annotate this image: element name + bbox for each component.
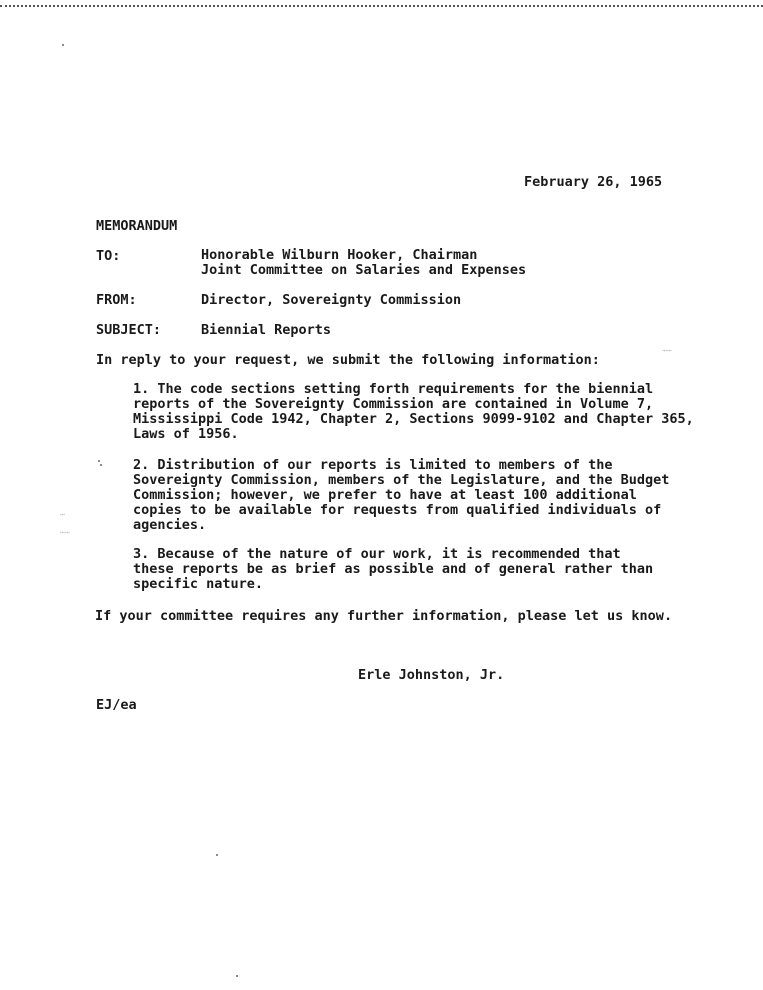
signature: Erle Johnston, Jr. [358,667,505,683]
item-line: Commission; however, we prefer to have at least 100 additional [133,487,637,503]
scan-speck [100,464,102,466]
item-line: 1. The code sections setting forth requirements for the biennial [133,381,654,397]
scan-speck [216,854,218,856]
item-line: specific nature. [133,576,264,592]
to-recipient [201,248,526,278]
item-line: Mississippi Code 1942, Chapter 2, Sections 9099-9102 and Chapter 365, [133,411,694,427]
list-item [133,547,653,592]
typist-initials: EJ/ea [96,697,137,713]
subject-label: SUBJECT: [96,322,162,338]
subject-value: Biennial Reports [201,322,332,338]
margin-smudge: ⋯⋯ [60,528,70,537]
item-line: reports of the Sovereignty Commission are contained in Volume 7, [133,396,654,412]
list-item [133,458,669,533]
item-line: copies to be available for requests from qualified individuals of [133,502,662,518]
to-line: Joint Committee on Salaries and Expenses [201,262,527,278]
item-line: Sovereignty Commission, members of the Legislature, and the Budget [133,472,670,488]
item-line: 3. Because of the nature of our work, it is recommended that [133,546,621,562]
closing-text: If your committee requires any further information, please let us know. [95,608,673,624]
margin-smudge: ⋯ [60,510,65,519]
to-line: Honorable Wilburn Hooker, Chairman [201,247,478,263]
from-label: FROM: [96,292,137,308]
intro-text: In reply to your request, we submit the following information: [96,352,600,368]
margin-smudge: ⋯⋯ [662,346,672,355]
scan-speck [98,460,100,462]
item-line: 2. Distribution of our reports is limited to members of the [133,457,613,473]
item-line: these reports be as brief as possible and of general rather than [133,561,654,577]
page-top-edge [0,0,763,7]
to-label: TO: [96,248,121,264]
list-item [133,382,694,442]
from-value: Director, Sovereignty Commission [201,292,462,308]
memo-date: February 26, 1965 [524,174,663,190]
memo-heading: MEMORANDUM [96,218,178,234]
item-line: Laws of 1956. [133,426,239,442]
scan-speck [62,44,64,46]
scan-speck [236,975,238,977]
item-line: agencies. [133,517,207,533]
